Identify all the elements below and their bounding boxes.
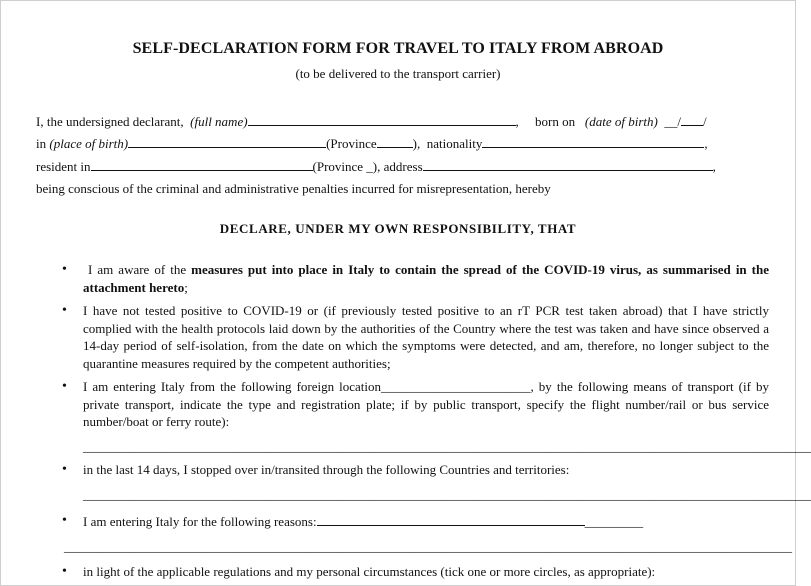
name-line: I, the undersigned declarant, (full name) , born on (date of birth) __/ / [36,114,707,129]
item-tested: I have not tested positive to COVID-19 or (if previously tested positive to an rT PCR test taken abroad) that I have strictly complied with the health protocols laid down by the authorities of the Country where the test was taken and have since observed a 14-day period of self-isolation, from the date on which the symptoms were detected, and am, therefore, no longer subject to the quarantine measures required by the competent authorities; [83,303,769,371]
reasons-field[interactable] [317,512,585,526]
item-entering [83,378,769,431]
full-name-label: (full name) [190,114,248,129]
nationality-label: nationality [426,136,483,151]
aware-bold-text: measures put into place in Italy to contain the spread of the COVID-19 virus, as summarised in the attachment hereto [83,262,770,295]
bullet: • [62,513,67,528]
reasons-field-continued[interactable]: ________________________________________________________________________________________________________________ [64,539,792,554]
bullet: • [62,462,67,477]
form-title: SELF-DECLARATION FORM FOR TRAVEL TO ITALY FROM ABROAD [132,40,664,57]
foreign-location-field[interactable]: _______________________ [381,379,531,394]
entering-text: I am entering Italy from the following foreign location [83,379,382,394]
address-field[interactable] [423,157,713,171]
aware-end: ; [184,279,188,295]
bullet: • [62,262,67,277]
residence-line [36,157,716,175]
item-stopover: in the last 14 days, I stopped over in/transited through the following Countries and territories: [83,462,570,477]
birth-province-field[interactable] [377,134,413,148]
item-aware [83,261,769,296]
residence-province-label: (Province _), [312,159,381,174]
in-label: in [36,136,47,151]
nationality-field[interactable] [482,134,704,148]
dob-separator: / [702,114,707,129]
resident-label: resident in [36,159,91,174]
aware-text: I am aware of the [88,262,187,277]
dob-field-part[interactable] [681,112,703,126]
reasons-field-tail[interactable]: _________ [584,514,644,529]
dob-label: (date of birth) [584,114,658,129]
pob-label: (place of birth) [49,136,129,151]
born-on-label: born on [535,114,576,129]
bullet: • [62,564,67,579]
birthplace-line [36,134,708,152]
transport-field[interactable]: ________________________________________________________________________________________________________________ [83,439,811,454]
item-reasons [83,512,769,531]
declare-heading: DECLARE, UNDER MY OWN RESPONSIBILITY, THAT [219,221,577,236]
comma: , [712,159,716,174]
form-subtitle: (to be delivered to the transport carrier) [295,66,501,81]
item-regulations: in light of the applicable regulations and my personal circumstances (tick one or more circles, as appropriate): [83,564,656,579]
place-of-birth-field[interactable] [128,134,326,148]
conscious-statement: being conscious of the criminal and administrative penalties incurred for misrepresentation, hereby [36,181,551,196]
province-close: ), [412,136,421,151]
stopover-field[interactable]: ________________________________________________________________________________________________________________ [83,487,811,502]
bullet: • [62,303,67,318]
bullet: • [62,379,67,394]
declarant-label: I, the undersigned declarant, [36,114,184,129]
entering-text-end: , by the following means of transport (if by private transport, indicate the type and registration plate; if by public transport, specify the flight number/rail or bus service number/boat or ferry route): [83,379,769,429]
reasons-text: I am entering Italy for the following reasons: [83,514,317,529]
address-label: address [383,159,423,174]
dob-field[interactable]: __/ [664,114,681,129]
full-name-field[interactable] [248,112,516,126]
comma: , [704,136,708,151]
residence-field[interactable] [91,157,313,171]
province-label: (Province [326,136,377,151]
